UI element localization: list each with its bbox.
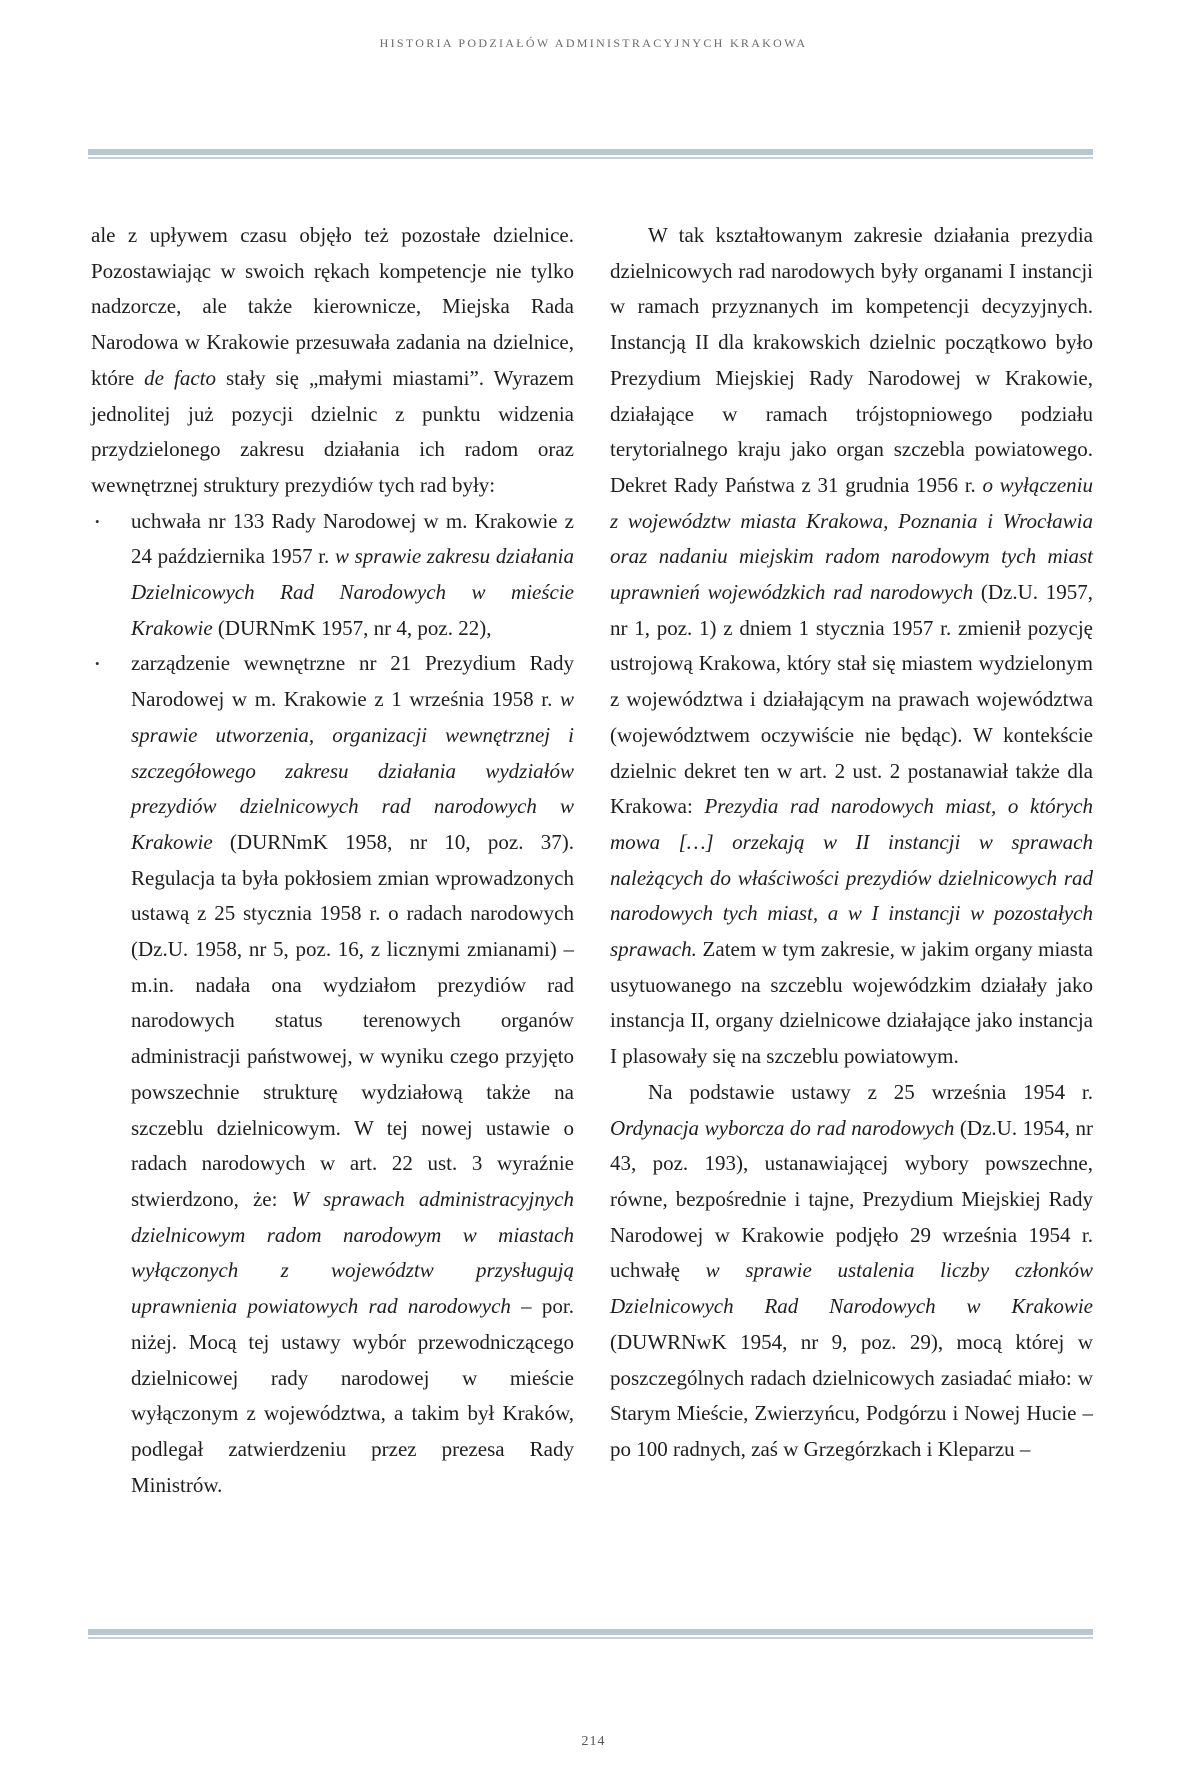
- text-run: (DURNmK 1958, nr 10, poz. 37). Regulacja ta była pokłosiem zmian wprowadzonych ustawą z 25 stycznia 1958 r. o radach narodowych (Dz.U. 1958, nr 5, poz. 16, z licznymi zmianami) – m.in. nadała ona wydziałom prezydiów rad narodowych status terenowych organów administracji państwowej, w wyniku czego przyjęto powszechnie strukturę wydziałową także na szczeblu dzielnicowym. W tej nowej ustawie o radach narodowych w art. 22 ust. 3 wyraźnie stwierdzono, że:: [131, 829, 574, 1211]
- text-run: (DUWRNwK 1954, nr 9, poz. 29), mocą której w poszczególnych radach dzielnicowych zasiadać miało: w Starym Mieście, Zwierzyńcu, Podgórzu i Nowej Hucie – po 100 radnych, zaś w Grzegórzkach i Kleparzu –: [610, 1329, 1093, 1461]
- italic-run: w sprawie zakresu działania Dzielnicowych Rad Narodowych w mieście Krakowie: [131, 544, 574, 640]
- italic-run: W sprawach administracyjnych dzielnicowym radom narodowym w miastach wyłączonych z województw przysługują uprawnienia powiatowych rad narodowych: [131, 1186, 575, 1319]
- right-paragraph-2: [610, 1075, 1093, 1468]
- text-run: (DURNmK 1957, nr 4, poz. 22),: [212, 615, 492, 640]
- text-run: Zatem w tym zakresie, w jakim organy miasta usytuowanego na szczeblu wojewódzkim działały jako instancja II, organy dzielnicowe działające jako instancja I plasowały się na szczeblu powiatowym.: [610, 937, 1093, 1069]
- text-run: ale z upływem czasu objęło też pozostałe dzielnice. Pozostawiając w swoich rękach kompetencje nie tylko nadzorcze, ale także kierownicze, Miejska Rada Narodowa w Krakowie przesuwała zadania na dzielnice, które: [91, 223, 574, 390]
- text-run: (Dz.U. 1954, nr 43, poz. 193), ustanawiającej wybory powszechne, równe, bezpośrednie i tajne, Prezydium Miejskiej Rady Narodowej w Krakowie podjęło 29 września 1954 r. uchwałę: [610, 1115, 1094, 1283]
- italic-run: Prezydia rad narodowych miast, o których mowa […] orzekają w II instancji w sprawach należących do właściwości prezydiów dzielnicowych rad narodowych tych miast, a w I instancji w pozostałych sprawach.: [610, 794, 1093, 962]
- right-column: [610, 218, 1093, 1468]
- italic-run: Ordynacja wyborcza do rad narodowych: [610, 1115, 955, 1140]
- right-paragraph-1: [610, 218, 1093, 1075]
- bullet-icon: •: [95, 513, 100, 529]
- list-item: [91, 504, 574, 647]
- text-run: – por. niżej. Mocą tej ustawy wybór przewodniczącego dzielnicowej rady narodowej w mieście wyłączonym z województwa, a takim był Kraków, podlegał zatwierdzeniu przez prezesa Rady Ministrów.: [131, 1294, 574, 1497]
- text-run: (Dz.U. 1957, nr 1, poz. 1) z dniem 1 stycznia 1957 r. zmienił pozycję ustrojową Krakowa, który stał się miastem wydzielonym z województwa i działającym na prawach województwa (województwem oczywiście nie będąc). W kontekście dzielnic dekret ten w art. 2 ust. 2 postanawiał także dla Krakowa:: [610, 580, 1093, 819]
- italic-run: w sprawie utworzenia, organizacji wewnętrznej i szczegółowego zakresu działania wydziałów prezydiów dzielnicowych rad narodowych w Krakowie: [131, 687, 574, 854]
- running-title: HISTORIA PODZIAŁÓW ADMINISTRACYJNYCH KRAKOWA: [379, 36, 808, 50]
- italic-run: o wyłączeniu z województw miasta Krakowa, Poznania i Wrocławia oraz nadaniu miejskim radom narodowym tych miast uprawnień wojewódzkich rad narodowych: [610, 472, 1093, 605]
- text-run: uchwała nr 133 Rady Narodowej w m. Krakowie z 24 października 1957 r.: [131, 508, 574, 569]
- left-column: [91, 218, 574, 1503]
- left-intro-paragraph: [91, 218, 574, 504]
- top-rule: [88, 149, 1093, 159]
- bullet-list: [91, 504, 574, 1504]
- italic-run: de facto: [144, 365, 216, 390]
- text-run: stały się „małymi miastami”. Wyrazem jednolitej już pozycji dzielnic z punktu widzenia przydzielonego zakresu działania ich radom oraz wewnętrznej struktury prezydiów tych rad były:: [91, 365, 575, 497]
- page-number: 214: [581, 1734, 606, 1749]
- text-run: Na podstawie ustawy z 25 września 1954 r.: [648, 1079, 1093, 1104]
- italic-run: w sprawie ustalenia liczby członków Dzielnicowych Rad Narodowych w Krakowie: [610, 1258, 1093, 1319]
- text-run: W tak kształtowanym zakresie działania prezydia dzielnicowych rad narodowych były organami I instancji w ramach przyznanych im kompetencji decyzyjnych. Instancją II dla krakowskich dzielnic początkowo było Prezydium Miejskiej Rady Narodowej w Krakowie, działające w ramach trójstopniowego podziału terytorialnego kraju jako organ szczebla powiatowego. Dekret Rady Państwa z 31 grudnia 1956 r.: [610, 223, 1093, 497]
- bullet-icon: •: [95, 656, 100, 672]
- bottom-rule: [88, 1629, 1093, 1639]
- list-item: [91, 646, 574, 1503]
- text-run: zarządzenie wewnętrzne nr 21 Prezydium Rady Narodowej w m. Krakowie z 1 września 1958 r.: [131, 651, 574, 712]
